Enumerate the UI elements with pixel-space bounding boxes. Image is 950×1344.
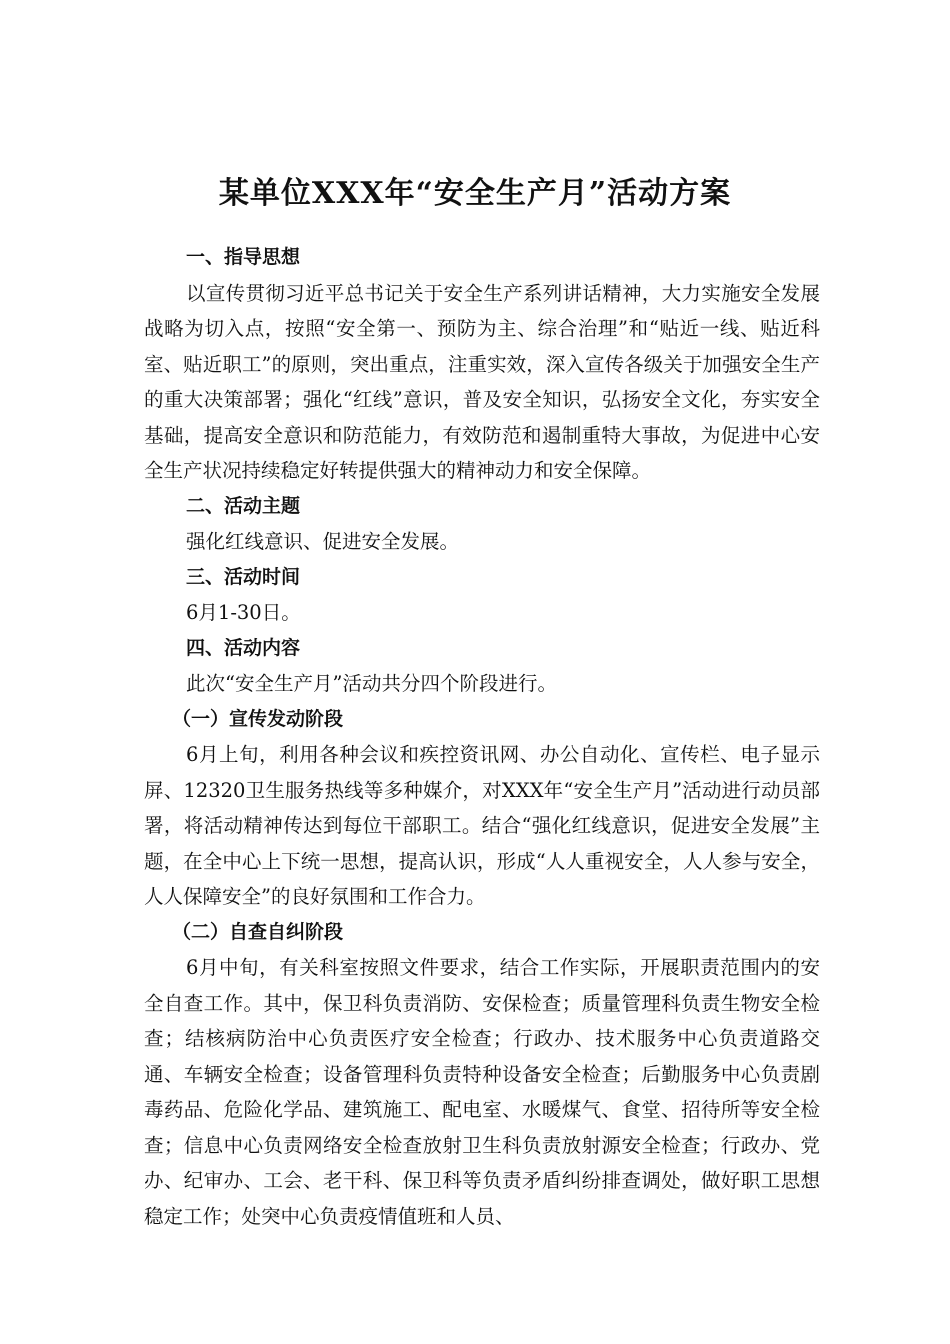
paragraph-activity-time: 6月1-30日。: [186, 601, 301, 624]
paragraph-publicity-stage: 6月上旬，利用各种会议和疾控资讯网、办公自动化、宣传栏、电子显示屏、12320卫生服务热线等多种媒介，对XXX年“安全生产月”活动进行动员部署，将活动精神传达到每位干部职工。结合“强化红线意识，促进安全发展”主题，在全中心上下统一思想，提高认识，形成“人人重视安全，人人参与安全，人人保障安全”的良好氛围和工作合力。: [144, 743, 820, 908]
section-heading-activity-time: 三、活动时间: [186, 565, 301, 588]
section-heading-guiding-ideology: 一、指导思想: [186, 246, 301, 268]
paragraph-guiding-ideology: 以宣传贯彻习近平总书记关于安全生产系列讲话精神，大力实施安全发展战略为切入点，按照“安全第一、预防为主、综合治理”和“贴近一线、贴近科室、贴近职工”的原则，突出重点，注重实效，深入宣传各级关于加强安全生产的重大决策部署；强化“红线”意识，普及安全知识，弘扬安全文化，夯实安全基础，提高安全意识和防范能力，有效防范和遏制重特大事故，为促进中心安全生产状况持续稳定好转提供强大的精神动力和安全保障。: [144, 281, 820, 482]
document-body: [144, 240, 820, 1234]
paragraph-activity-theme: 强化红线意识、促进安全发展。: [186, 530, 460, 553]
section-heading-activity-theme: 二、活动主题: [186, 494, 301, 517]
subsection-heading-publicity-stage: （一）宣传发动阶段: [172, 707, 344, 730]
paragraph-self-inspection-stage: 6月中旬，有关科室按照文件要求，结合工作实际，开展职责范围内的安全自查工作。其中，保卫科负责消防、安保检查；质量管理科负责生物安全检查；结核病防治中心负责医疗安全检查；行政办、技术服务中心负责道路交通、车辆安全检查；设备管理科负责特种设备安全检查；后勤服务中心负责剧毒药品、危险化学品、建筑施工、配电室、水暖煤气、食堂、招待所等安全检查；信息中心负责网络安全检查放射卫生科负责放射源安全检查；行政办、党办、纪审办、工会、老干科、保卫科等负责矛盾纠纷排查调处，做好职工思想稳定工作；处突中心负责疫情值班和人员、: [144, 956, 820, 1228]
document-title: 某单位XXX年“安全生产月”活动方案: [218, 176, 732, 211]
section-heading-activity-content: 四、活动内容: [186, 636, 301, 659]
paragraph-activity-content: 此次“安全生产月”活动共分四个阶段进行。: [186, 672, 557, 695]
subsection-heading-self-inspection-stage: （二）自查自纠阶段: [172, 920, 344, 943]
